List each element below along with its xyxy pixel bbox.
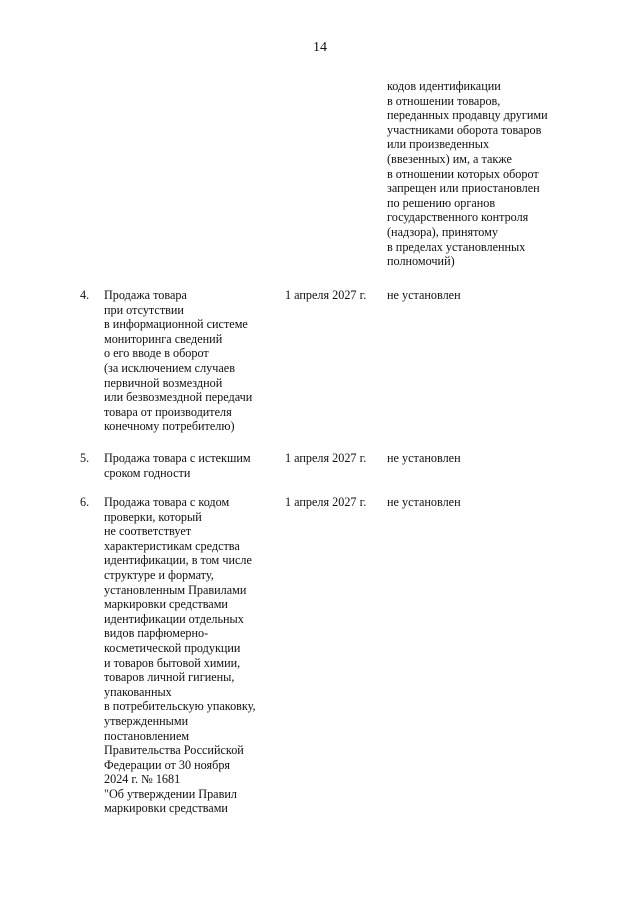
row-number: 6.	[80, 495, 90, 509]
row-date: 1 апреля 2027 г.	[285, 451, 367, 465]
page-number: 14	[313, 40, 327, 55]
row-requirement: не установлен	[387, 451, 461, 465]
row-number: 4.	[80, 288, 90, 302]
row-date: 1 апреля 2027 г.	[285, 288, 367, 302]
row-requirement: не установлен	[387, 288, 461, 302]
continued-requirement-text: кодов идентификации в отношении товаров, переданных продавцу другими участниками оборота товаров или произведенных (ввезенных) им, а также в отношении которых оборот запрещен или приостановлен по решению органов государственного контроля (надзора), принятому в пределах установленных полномочий)	[387, 79, 548, 269]
row-description: Продажа товара при отсутствии в информационной системе мониторинга сведений о его вводе в оборот (за исключением случаев первичной возмездной или безвозмездной передачи товара от производителя конечному потребителю)	[104, 288, 253, 434]
row-requirement: не установлен	[387, 495, 461, 509]
row-description: Продажа товара с кодом проверки, который не соответствует характеристикам средства идентификации, в том числе структуре и формату, установленным Правилами маркировки средствами идентификации отдельных видов парфюмерно- косметической продукции и товаров бытовой химии, товаров личной гигиены, упакованных в потребительскую упаковку, утвержденными постановлением Правительства Российской Федерации от 30 ноября 2024 г. № 1681 "Об утверждении Правил маркировки средствами	[104, 495, 256, 816]
row-number: 5.	[80, 451, 90, 465]
row-description: Продажа товара с истекшим сроком годности	[104, 451, 251, 480]
row-date: 1 апреля 2027 г.	[285, 495, 367, 509]
